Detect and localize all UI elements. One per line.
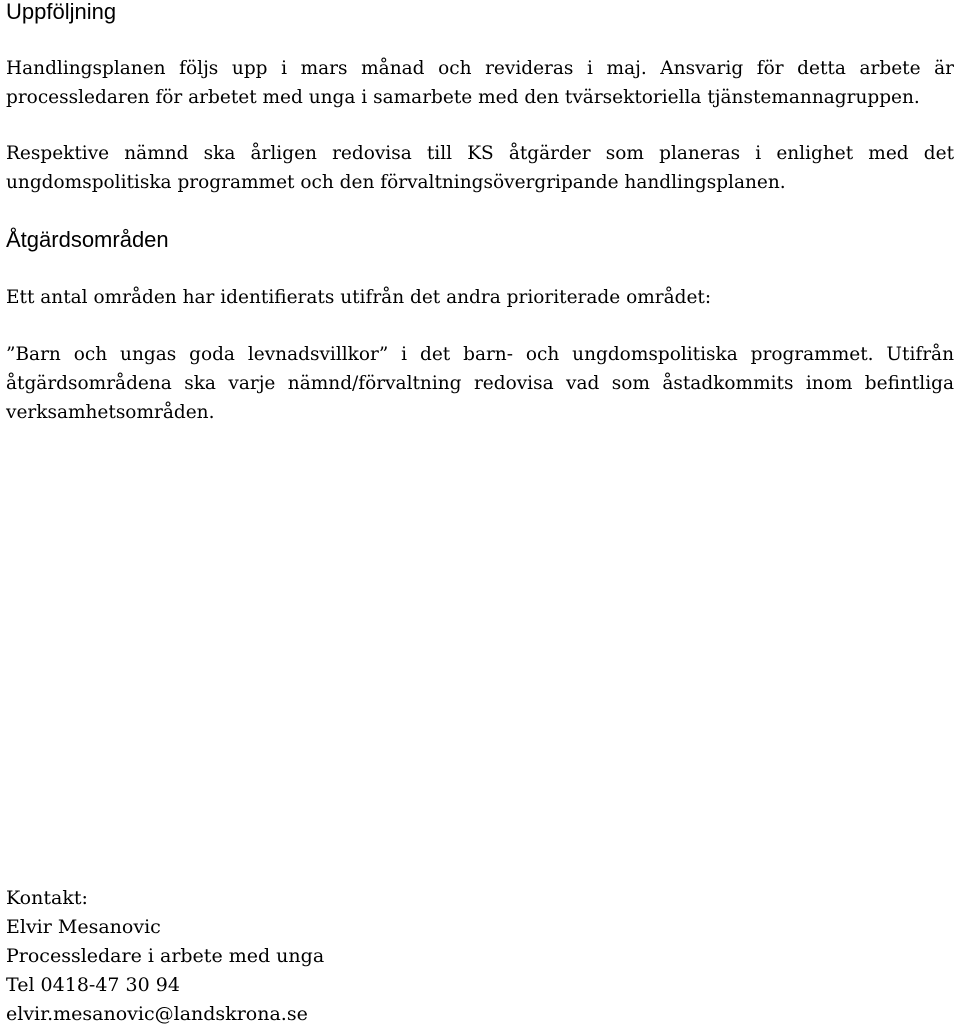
contact-phone: Tel 0418-47 30 94 (6, 974, 180, 996)
paragraph-living-conditions: ”Barn och ungas goda levnadsvillkor” i det barn- och ungdomspolitiska programmet. Utifrån åtgärdsområdena ska varje nämnd/förvaltning redovisa vad som åstadkommits inom befintliga verksamhetsområden. (6, 344, 954, 423)
paragraph-areas-intro: Ett antal områden har identifierats utifrån det andra prioriterade området: (6, 287, 712, 308)
contact-email: elvir.mesanovic@landskrona.se (6, 1003, 308, 1025)
contact-block (6, 884, 324, 1029)
paragraph-followup-responsibility: Handlingsplanen följs upp i mars månad och revideras i maj. Ansvarig för detta arbete är processledaren för arbetet med unga i samarbete med den tvärsektoriella tjänstemannagruppen. (6, 58, 954, 108)
heading-atgardsomraden: Åtgärdsområden (6, 227, 169, 252)
heading-uppfoljning: Uppföljning (6, 0, 117, 24)
contact-title: Processledare i arbete med unga (6, 945, 325, 967)
paragraph-annual-reporting: Respektive nämnd ska årligen redovisa till KS åtgärder som planeras i enlighet med det ungdomspolitiska programmet och den förvaltningsövergripande handlingsplanen. (6, 143, 954, 193)
contact-name: Elvir Mesanovic (6, 916, 161, 938)
contact-label: Kontakt: (6, 887, 88, 909)
